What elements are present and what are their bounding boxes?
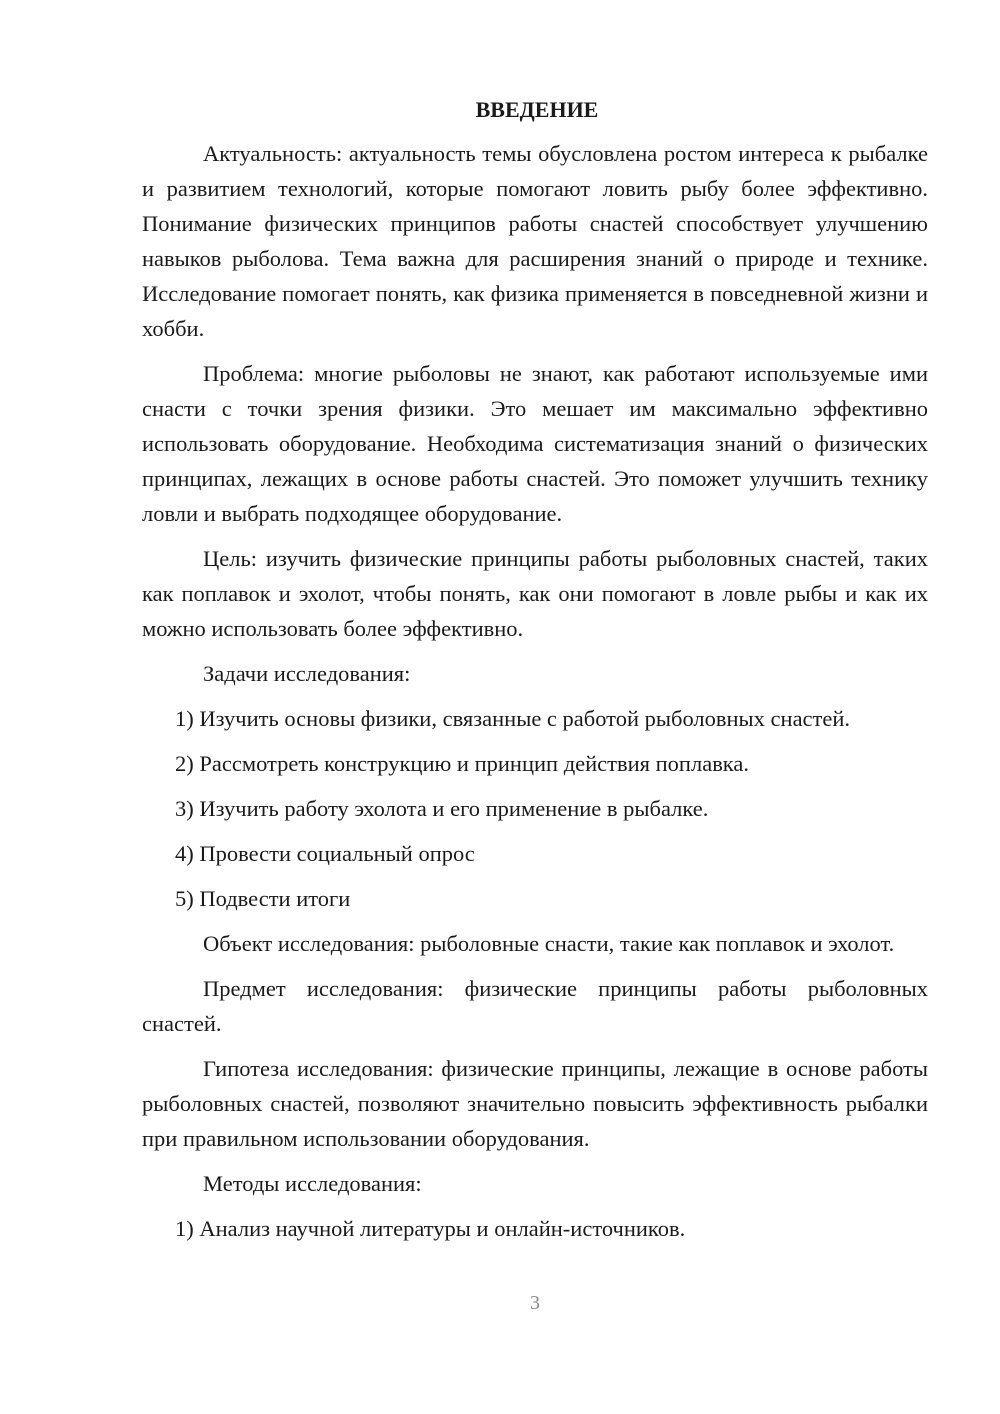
object-paragraph: Объект исследования: рыболовные снасти, такие как поплавок и эхолот.: [203, 931, 895, 956]
relevance-paragraph: Актуальность: актуальность темы обусловлена ростом интереса к рыбалке и развитием технологий, которые помогают ловить рыбу более эффективно. Понимание физических принципов работы снастей способствует улучшению навыков рыболова. Тема важна для расширения знаний о природе и технике. Исследование помогает понять, как физика применяется в повседневной жизни и хобби.: [142, 141, 928, 341]
subject-paragraph: Предмет исследования: физические принципы работы рыболовных снастей.: [142, 976, 928, 1036]
list-item: 4) Провести социальный опрос: [175, 841, 475, 866]
page-body: [142, 92, 928, 1256]
tasks-list: [142, 701, 928, 916]
problem-paragraph: Проблема: многие рыболовы не знают, как работают используемые ими снасти с точки зрения физики. Это мешает им максимально эффективно использовать оборудование. Необходима систематизация знаний о физических принципах, лежащих в основе работы снастей. Это поможет улучшить технику ловли и выбрать подходящее оборудование.: [142, 361, 928, 526]
methods-label: Методы исследования:: [203, 1171, 422, 1196]
list-item: 3) Изучить работу эхолота и его применение в рыбалке.: [175, 796, 709, 821]
methods-list: [142, 1211, 928, 1246]
list-item: 1) Анализ научной литературы и онлайн-источников.: [175, 1216, 686, 1241]
section-heading: ВВЕДЕНИЕ: [475, 97, 599, 122]
goal-paragraph: Цель: изучить физические принципы работы рыболовных снастей, таких как поплавок и эхолот, чтобы понять, как они помогают в ловле рыбы и как их можно использовать более эффективно.: [142, 546, 928, 641]
hypothesis-paragraph: Гипотеза исследования: физические принципы, лежащие в основе работы рыболовных снастей, позволяют значительно повысить эффективность рыбалки при правильном использовании оборудования.: [142, 1056, 928, 1151]
tasks-label: Задачи исследования:: [203, 661, 411, 686]
list-item: 1) Изучить основы физики, связанные с работой рыболовных снастей.: [175, 706, 851, 731]
page-number: 3: [530, 1292, 540, 1314]
list-item: 2) Рассмотреть конструкцию и принцип действия поплавка.: [175, 751, 750, 776]
list-item: 5) Подвести итоги: [175, 886, 351, 911]
